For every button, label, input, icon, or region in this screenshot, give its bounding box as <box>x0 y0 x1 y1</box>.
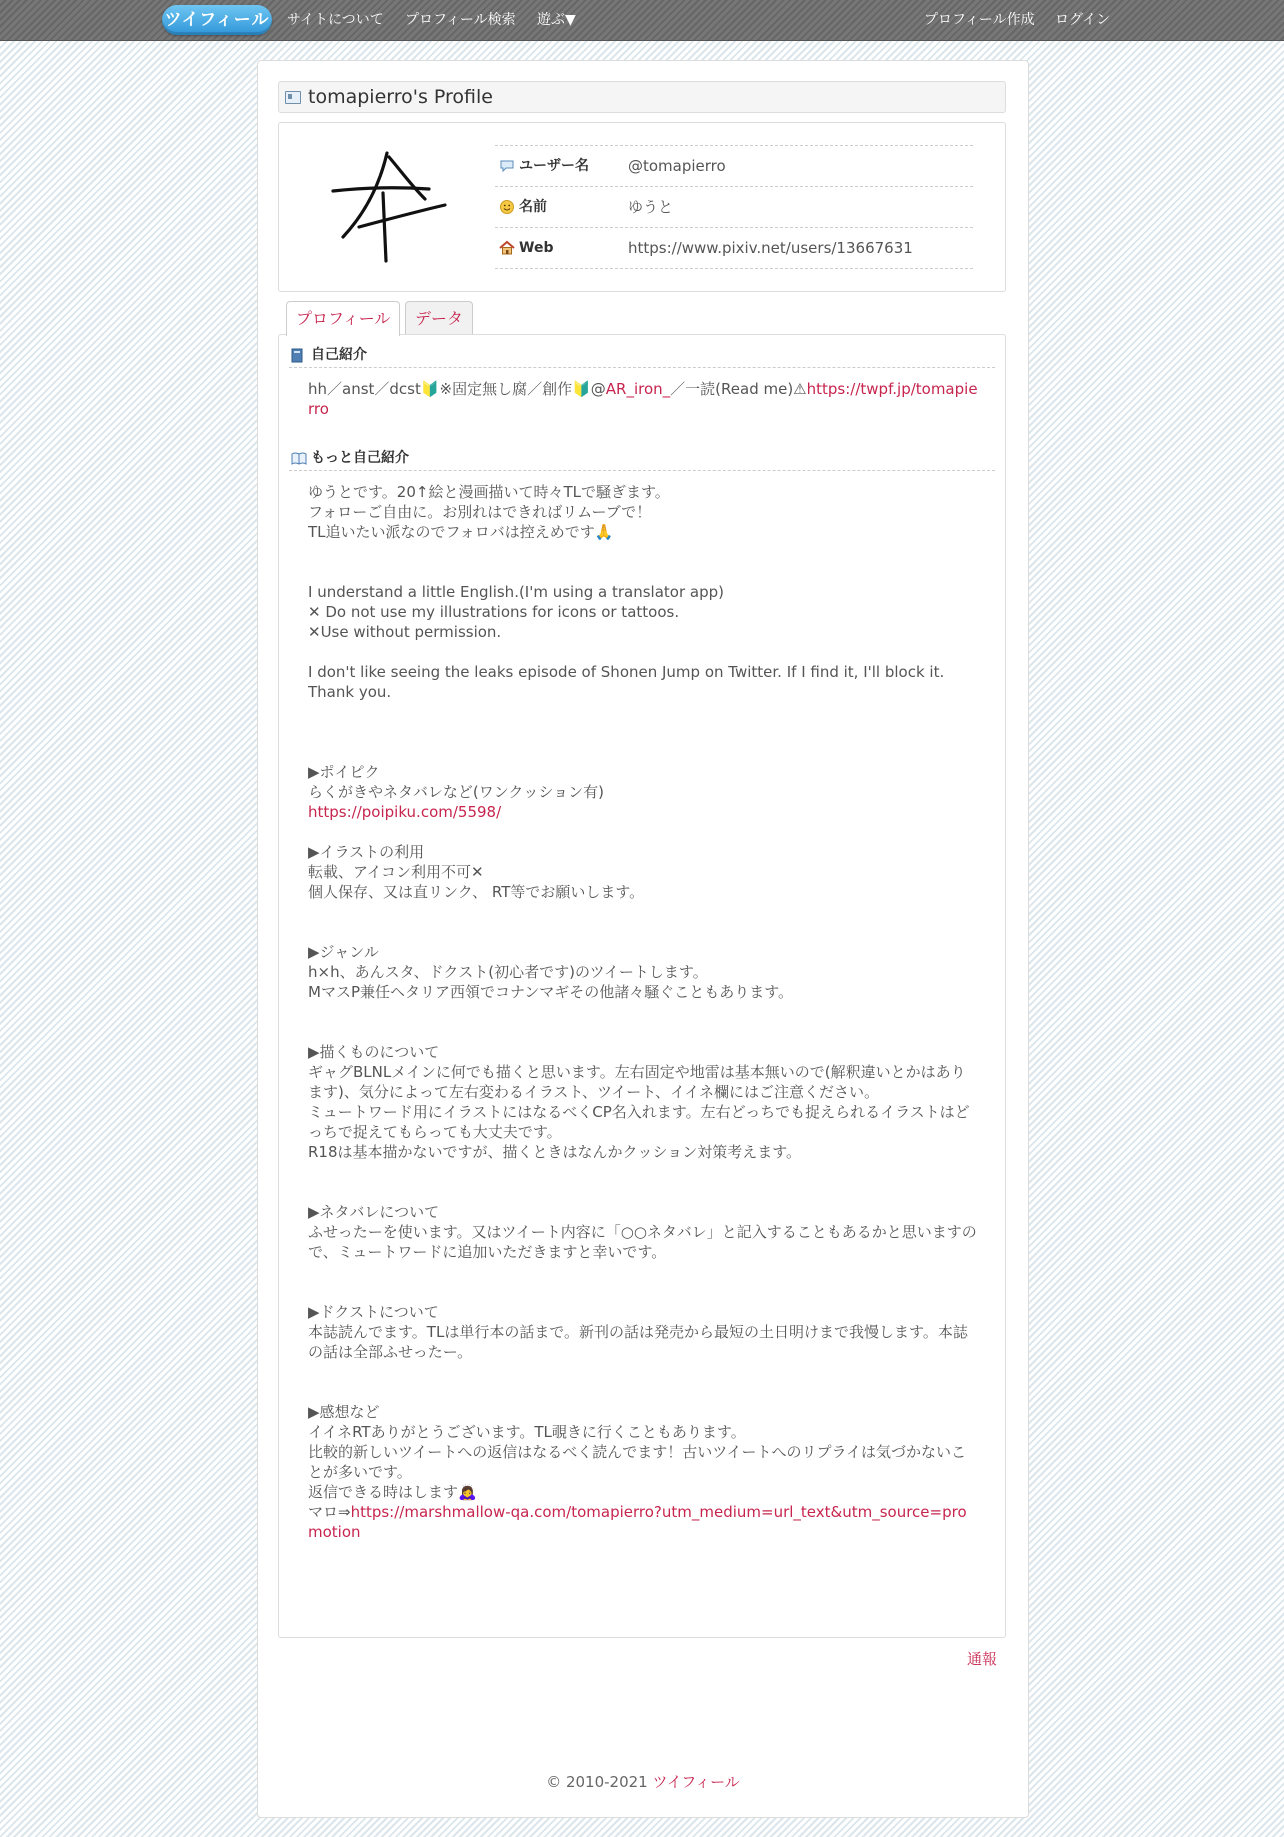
display-name: ゆうと <box>628 198 674 216</box>
more-intro-heading <box>289 448 995 471</box>
info-label: Web <box>519 240 554 256</box>
web-link[interactable]: https://www.pixiv.net/users/13667631 <box>628 239 913 257</box>
twpf-link[interactable]: https://twpf.jp/tomapierro <box>308 380 978 418</box>
creation-account-link[interactable]: AR_iron_ <box>605 380 671 398</box>
nav-search-link[interactable]: プロフィール検索 <box>405 12 516 28</box>
more-intro-part: ▶イラストの利用 転載、アイコン利用不可✕ 個人保存、又は直リンク、 RT等でお願いします。 ▶ジャンル h×h、あんスタ、ドクスト(初心者です)のツイートします。 MマスP兼任ヘタリア西領でコナンマギその他諸々騒ぐこともあります。 ▶描くものについて ギャグBLNLメインに何でも描くと思います。左右固定や地雷は基本無いので(解釈違いとかはあります)、気分によって左右変わるイラスト、ツイート、イイネ欄にはご注意ください。 ミュートワード用にイラストにはなるべくCP名入れます。左右どっちでも捉えられるイラストはどっちで捉えてもらっても大丈夫です。 R18は基本描かないですが、描くときはなんかクッション対策考えます。 ▶ネタバレについて ふせったーを使います。又はツイート内容に「○○ネタバレ」と記入することもあるかと思いますので、ミュートワードに追加いただきますと幸いです。 ▶ドクストについて 本誌読んでます。TLは単行本の話まで。新刊の話は発売から最短の土日明けまで我慢します。本誌の話は全部ふせったー。 ▶感想など イイネRTありがとうございます。TL覗きに行くこともあります。 比較的新しいツイートへの返信はなるべく読んでます！古いツイートへのリプライは気づかないことが多いです。 返信できる時はします🙇‍♀️ マロ⇒ <box>308 843 977 1521</box>
footer-site-link[interactable]: ツイフィール <box>652 1773 740 1791</box>
site-logo[interactable]: ツイフィール <box>162 5 272 35</box>
nav-create-profile-link[interactable]: プロフィール作成 <box>924 12 1035 28</box>
poipiku-link[interactable]: https://poipiku.com/5598/ <box>308 803 502 821</box>
report-link[interactable]: 通報 <box>966 1650 997 1668</box>
avatar[interactable] <box>329 149 449 264</box>
intro-text-part: hh／anst／dcst🔰※固定無し腐／創作🔰@ <box>308 380 606 398</box>
tab-profile[interactable]: プロフィール <box>286 301 400 336</box>
intro-text-part: ／一読(Read me)⚠ <box>670 380 807 398</box>
more-intro-part: ゆうとです。20↑絵と漫画描いて時々TLで騒ぎます。 フォローご自由に。お別れはできればリムーブで！ TL追いたい派なのでフォロバは控えめです🙏 I understand a little English.(I'm using a translator app) ✕ Do not use my illustrations for icons or tattoos. ✕Use without permission. I don't like seeing the leaks episode of Shonen Jump on Twitter. If I find it, I'll block it. Thank you. ▶ポイピク らくがきやネタバレなど(ワンクッション有) <box>308 483 945 801</box>
info-label: ユーザー名 <box>519 158 589 174</box>
marshmallow-link[interactable]: https://marshmallow-qa.com/tomapierro?utm_medium=url_text&utm_source=promotion <box>308 1503 967 1541</box>
intro-text <box>308 379 980 419</box>
info-row-name <box>495 186 973 227</box>
nav-play-menu[interactable]: 遊ぶ▼ <box>537 12 576 28</box>
nav-login-link[interactable]: ログイン <box>1055 12 1111 28</box>
section-title: 自己紹介 <box>311 347 367 363</box>
more-intro-text <box>308 482 980 1542</box>
top-nav <box>0 0 1284 41</box>
tab-data[interactable]: データ <box>405 301 473 335</box>
main-panel <box>257 60 1029 1818</box>
notebook-icon <box>291 348 303 363</box>
profile-content <box>278 334 1006 1668</box>
profile-info-box <box>278 122 1006 292</box>
profile-card-icon <box>285 91 301 104</box>
section-title: もっと自己紹介 <box>311 450 409 466</box>
info-row-web <box>495 227 973 269</box>
smiley-icon <box>499 199 515 215</box>
profile-title-bar <box>278 81 1006 113</box>
info-row-username <box>495 145 973 186</box>
info-label: 名前 <box>519 199 547 215</box>
footer <box>258 1771 1028 1792</box>
nav-about-link[interactable]: サイトについて <box>287 12 384 28</box>
speech-bubble-icon <box>499 158 515 174</box>
house-icon <box>499 240 515 256</box>
page-title: tomapierro's Profile <box>308 86 493 108</box>
copyright-text: © 2010-2021 <box>546 1773 653 1791</box>
username-link[interactable]: @tomapierro <box>628 157 726 175</box>
open-book-icon <box>291 451 307 466</box>
intro-heading <box>289 345 995 368</box>
